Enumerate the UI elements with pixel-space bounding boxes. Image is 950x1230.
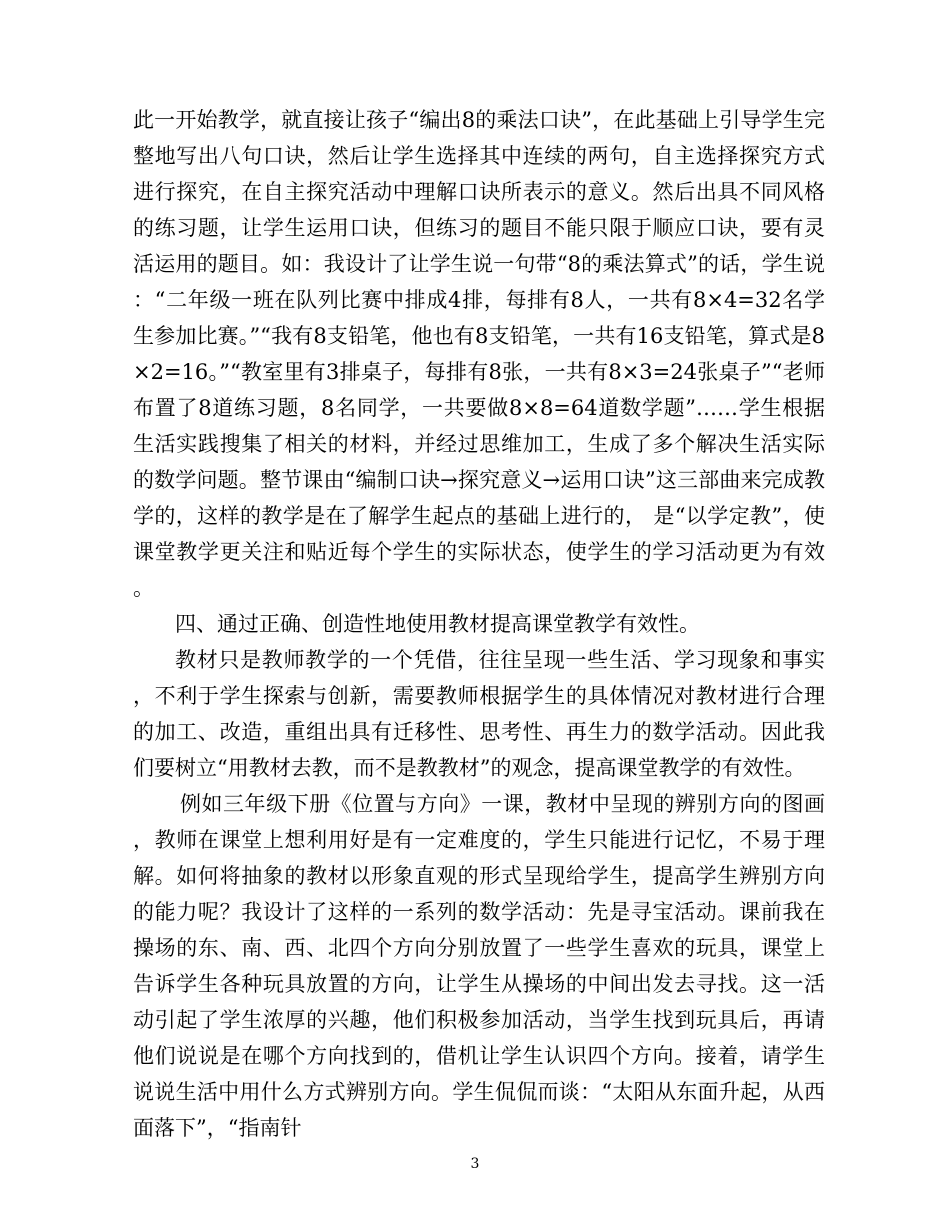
paragraph: 例如三年级下册《位置与方向》一课，教材中呈现的辨别方向的图画，教师在课堂上想利用好是有一定难度的，学生只能进行记忆，不易于理解。如何将抽象的教材以形象直观的形式呈现给学生，提高学生辨别方向的能力呢？我设计了这样的一系列的数学活动：先是寻宝活动。课前我在操场的东、南、西、北四个方向分别放置了一些学生喜欢的玩具，课堂上告诉学生各种玩具放置的方向，让学生从操场的中间出发去寻找。这一活动引起了学生浓厚的兴趣，他们积极参加活动，当学生找到玩具后，再请他们说说是在哪个方向找到的，借机让学生认识四个方向。接着，请学生说说生活中用什么方式辨别方向。学生侃侃而谈：“太阳从东面升起，从西面落下”，“指南针: [133, 792, 825, 1140]
section-heading: 四、通过正确、创造性地使用教材提高课堂教学有效性。: [175, 612, 700, 636]
page-number: 3: [470, 1156, 480, 1172]
paragraph-continuation: 此一开始教学，就直接让孩子“编出8的乘法口诀”，在此基础上引导学生完整地写出八句口诀，然后让学生选择其中连续的两句，自主选择探究方式进行探究，在自主探究活动中理解口诀所表示的意义。然后出具不同风格的练习题，让学生运用口诀，但练习的题目不能只限于顺应口诀，要有灵活运用的题目。如：我设计了让学生说一句带“8的乘法算式”的话，学生说：“二年级一班在队列比赛中排成4排，每排有8人，一共有8×4=32名学生参加比赛。”“我有8支铅笔，他也有8支铅笔，一共有16支铅笔，算式是8×2=16。”“教室里有3排桌子，每排有8张，一共有8×3=24张桌子”“老师布置了8道练习题，8名同学，一共要做8×8=64道数学题”……学生根据生活实践搜集了相关的材料，并经过思维加工，生成了多个解决生活实际的数学问题。整节课由“编制口诀→探究意义→运用口诀”这三部曲来完成教学的，这样的教学是在了解学生起点的基础上进行的， 是“以学定教”，使课堂教学更关注和贴近每个学生的实际状态，使学生的学习活动更为有效。: [133, 108, 825, 600]
paragraph: 教材只是教师教学的一个凭借，往往呈现一些生活、学习现象和事实，不利于学生探索与创新，需要教师根据学生的具体情况对教材进行合理的加工、改造，重组出具有迁移性、思考性、再生力的数学活动。因此我们要树立“用教材去教，而不是教教材”的观念，提高课堂教学的有效性。: [133, 648, 825, 780]
document-body: [133, 102, 825, 1146]
